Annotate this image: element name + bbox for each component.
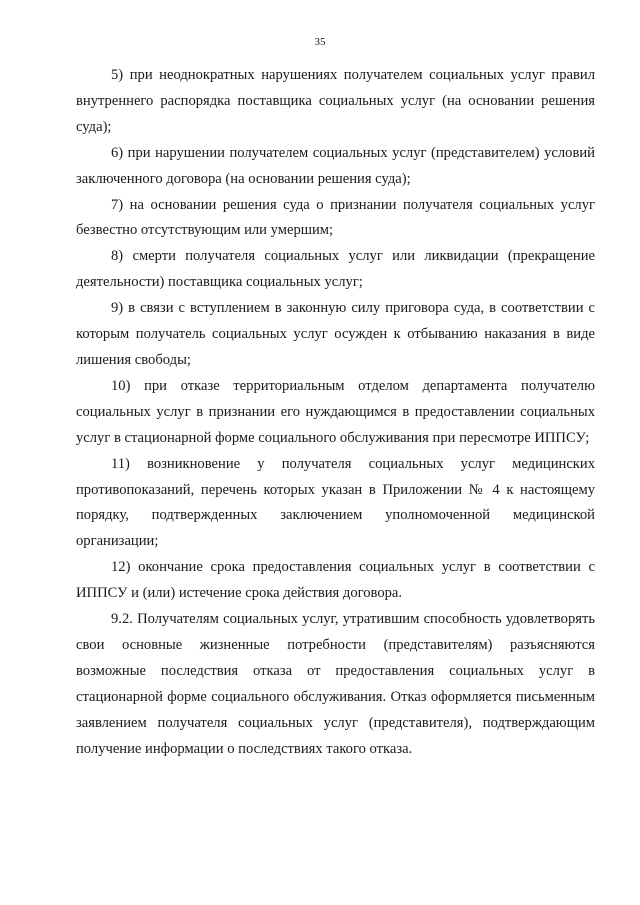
list-item-5: 5) при неоднократных нарушениях получателем социальных услуг правил внутреннего распорядка поставщика социальных услуг (на основании решения суда);	[76, 67, 595, 135]
list-item-10: 10) при отказе территориальным отделом департамента получателю социальных услуг в признании его нуждающимся в предоставлении социальных услуг в стационарной форме социального обслуживания при пересмотре ИППСУ;	[76, 377, 595, 446]
list-item-9: 9) в связи с вступлением в законную силу приговора суда, в соответствии с которым получатель социальных услуг осужден к отбыванию наказания в виде лишения свободы;	[76, 300, 595, 368]
list-item-7: 7) на основании решения суда о признании получателя социальных услуг безвестно отсутствующим или умершим;	[76, 196, 595, 239]
document-body	[76, 63, 595, 762]
list-item-11: 11) возникновение у получателя социальных услуг медицинских противопоказаний, перечень которых указан в Приложении № 4 к настоящему порядку, подтвержденных заключением уполномоченной медицинской организации;	[76, 455, 595, 550]
list-item-8: 8) смерти получателя социальных услуг или ликвидации (прекращение деятельности) поставщика социальных услуг;	[76, 248, 595, 291]
section-9-2-paragraph: 9.2. Получателям социальных услуг, утратившим способность удовлетворять свои основные жизненные потребности (представителям) разъясняются возможные последствия отказа от предоставления социальных услуг в стационарной форме социального обслуживания. Отказ оформляется письменным заявлением получателя социальных услуг (представителя), подтверждающим получение информации о последствиях такого отказа.	[76, 611, 595, 757]
list-item-12: 12) окончание срока предоставления социальных услуг в соответствии с ИППСУ и (или) истечение срока действия договора.	[76, 559, 595, 602]
list-item-6: 6) при нарушении получателем социальных услуг (представителем) условий заключенного договора (на основании решения суда);	[76, 144, 595, 187]
page-number: 35	[314, 36, 326, 48]
